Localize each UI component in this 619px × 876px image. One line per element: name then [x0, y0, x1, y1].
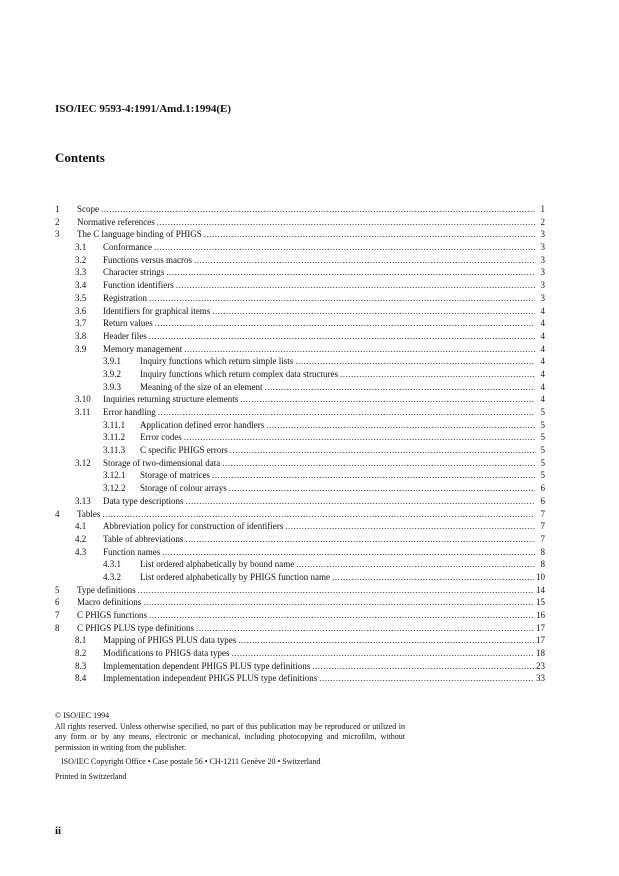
- toc-entry-number: 3.9.1: [103, 356, 121, 367]
- toc-entry-title: Identifiers for graphical items: [103, 305, 211, 316]
- copyright-symbol-line: © ISO/IEC 1994: [55, 711, 110, 720]
- toc-entry-page: 18: [536, 648, 545, 659]
- toc-entry-page: 33: [536, 673, 545, 684]
- toc-entry: [55, 584, 545, 597]
- toc-leader-dots: [240, 393, 535, 406]
- toc-entry-number: 3.6: [75, 305, 87, 316]
- toc-entry-title: Storage of colour arrays: [140, 483, 227, 494]
- toc-entry-page: 1: [540, 204, 545, 214]
- toc-entry: [55, 355, 545, 368]
- toc-entry-page: 7: [540, 521, 545, 532]
- toc-entry-number: 3.13: [75, 495, 91, 506]
- toc-entry-number: 3.12.2: [103, 483, 126, 494]
- toc-entry: [55, 292, 545, 305]
- toc-entry-page: 15: [536, 597, 545, 608]
- toc-entry-title: Memory management: [103, 343, 183, 354]
- toc-entry-title: Mapping of PHIGS PLUS data types: [103, 635, 237, 646]
- toc-entry-number: 8.2: [75, 648, 87, 659]
- toc-entry-title: The C language binding of PHIGS: [77, 229, 202, 240]
- toc-leader-dots: [319, 672, 534, 685]
- toc-entry-title: Storage of matrices: [140, 470, 210, 481]
- toc-entry-number: 3.1: [75, 242, 87, 253]
- toc-entry: [55, 228, 545, 241]
- toc-entry: [55, 558, 545, 571]
- toc-leader-dots: [230, 444, 535, 457]
- toc-leader-dots: [149, 292, 535, 305]
- toc-leader-dots: [285, 520, 535, 533]
- toc-entry-number: 3.8: [75, 330, 87, 341]
- toc-entry-number: 4.3.2: [103, 571, 121, 582]
- toc-entry: [55, 241, 545, 254]
- toc-leader-dots: [196, 622, 534, 635]
- toc-entry: [55, 660, 545, 673]
- toc-entry-title: Storage of two-dimensional data: [103, 457, 221, 468]
- page-title: Contents: [55, 150, 105, 165]
- toc-leader-dots: [149, 609, 534, 622]
- toc-leader-dots: [238, 634, 534, 647]
- toc-entry-number: 4.3: [75, 546, 87, 557]
- toc-entry: [55, 254, 545, 267]
- toc-entry-title: C PHIGS functions: [77, 610, 148, 620]
- toc-entry-page: 8: [540, 559, 545, 570]
- toc-entry-number: 4.2: [75, 533, 87, 544]
- toc-entry-title: Normative references: [77, 216, 155, 227]
- copyright-statement: All rights reserved. Unless otherwise specified, no part of this publication may be reproduced or utilized in any form or by any means, electronic or mechanical, including photocopying and microfilm, without permission in writing from the publisher.: [55, 721, 405, 752]
- toc-entry-number: 1: [55, 204, 60, 214]
- toc-entry-page: 4: [540, 330, 545, 341]
- toc-entry-title: Conformance: [103, 242, 152, 253]
- toc-entry: [55, 419, 545, 432]
- toc-entry-title: Function identifiers: [103, 280, 174, 291]
- toc-entry: [55, 431, 545, 444]
- toc-entry-title: Inquiry functions which return simple lists: [140, 356, 294, 367]
- copyright-notice: [55, 711, 405, 782]
- toc-entry: [55, 406, 545, 419]
- toc-entry-page: 16: [536, 610, 545, 620]
- toc-entry: [55, 266, 545, 279]
- toc-entry-title: Function names: [103, 546, 161, 557]
- toc-entry-number: 3.11.2: [103, 432, 126, 443]
- toc-entry-title: Character strings: [103, 267, 165, 278]
- toc-entry-number: 3.11: [75, 407, 91, 417]
- toc-entry-number: 3.12.1: [103, 470, 126, 481]
- toc-entry-title: List ordered alphabetically by PHIGS function name: [140, 571, 330, 582]
- toc-entry-number: 4: [55, 508, 60, 519]
- toc-leader-dots: [101, 203, 535, 216]
- toc-entry-title: Scope: [77, 204, 99, 214]
- toc-leader-dots: [204, 228, 535, 241]
- toc-entry-page: 3: [540, 229, 545, 240]
- toc-entry-page: 23: [536, 660, 545, 671]
- toc-entry-title: Table of abbreviations: [103, 533, 184, 544]
- toc-leader-dots: [162, 546, 535, 559]
- toc-entry: [55, 343, 545, 356]
- toc-entry-page: 4: [540, 343, 545, 354]
- toc-entry: [55, 533, 545, 546]
- toc-entry: [55, 596, 545, 609]
- toc-entry-page: 4: [540, 381, 545, 392]
- toc-entry-title: Error codes: [140, 432, 182, 443]
- toc-entry-number: 3.7: [75, 318, 87, 329]
- toc-entry-number: 4.3.1: [103, 559, 121, 570]
- toc-entry-page: 5: [540, 445, 545, 456]
- toc-entry-page: 14: [536, 584, 545, 595]
- toc-entry-number: 3.4: [75, 280, 87, 291]
- toc-entry-number: 3.5: [75, 292, 87, 303]
- toc-entry-page: 5: [540, 407, 545, 417]
- toc-entry: [55, 609, 545, 622]
- toc-entry: [55, 622, 545, 635]
- toc-entry: [55, 444, 545, 457]
- toc-entry-number: 5: [55, 584, 60, 595]
- toc-entry: [55, 672, 545, 685]
- toc-entry-page: 17: [536, 635, 545, 646]
- toc-entry-number: 3.2: [75, 254, 87, 265]
- toc-entry: [55, 634, 545, 647]
- toc-entry: [55, 508, 545, 521]
- toc-entry-number: 3.9: [75, 343, 87, 354]
- toc-entry-number: 3: [55, 229, 60, 240]
- toc-entry-title: Data type descriptions: [103, 495, 184, 506]
- toc-entry-page: 10: [536, 571, 545, 582]
- toc-entry: [55, 457, 545, 470]
- toc-entry-page: 7: [540, 508, 545, 519]
- toc-entry-page: 2: [540, 216, 545, 227]
- toc-entry-page: 3: [540, 242, 545, 253]
- toc-entry-page: 7: [540, 533, 545, 544]
- toc-leader-dots: [340, 368, 535, 381]
- toc-leader-dots: [222, 457, 535, 470]
- toc-entry-title: C PHIGS PLUS type definitions: [77, 622, 195, 633]
- toc-entry-number: 3.10: [75, 394, 91, 405]
- toc-leader-dots: [312, 660, 534, 673]
- toc-entry: [55, 317, 545, 330]
- toc-entry: [55, 571, 545, 584]
- toc-entry-number: 3.11.3: [103, 445, 126, 456]
- toc-entry-page: 3: [540, 254, 545, 265]
- toc-leader-dots: [185, 495, 535, 508]
- toc-entry-title: Macro definitions: [77, 597, 142, 608]
- toc-leader-dots: [143, 596, 534, 609]
- toc-entry-title: Header files: [103, 330, 147, 341]
- toc-entry-title: Application defined error handlers: [140, 419, 265, 430]
- toc-leader-dots: [166, 266, 535, 279]
- toc-leader-dots: [155, 317, 535, 330]
- toc-entry-title: Inquiry functions which return complex data structures: [140, 368, 338, 379]
- toc-leader-dots: [194, 254, 535, 267]
- toc-entry-page: 3: [540, 267, 545, 278]
- toc-leader-dots: [212, 305, 535, 318]
- toc-entry: [55, 203, 545, 216]
- toc-entry-title: Implementation independent PHIGS PLUS type definitions: [103, 673, 318, 684]
- toc-leader-dots: [232, 647, 535, 660]
- toc-entry-number: 2: [55, 216, 60, 227]
- toc-entry-number: 8: [55, 622, 60, 633]
- toc-entry-number: 3.3: [75, 267, 87, 278]
- document-header: ISO/IEC 9593-4:1991/Amd.1:1994(E): [55, 103, 232, 115]
- toc-leader-dots: [295, 355, 535, 368]
- toc-entry: [55, 647, 545, 660]
- toc-entry-number: 3.9.2: [103, 368, 121, 379]
- toc-entry-number: 3.11.1: [103, 419, 126, 430]
- toc-entry-title: List ordered alphabetically by bound name: [140, 559, 295, 570]
- toc-entry: [55, 381, 545, 394]
- toc-entry-page: 5: [540, 419, 545, 430]
- toc-entry-number: 3.12: [75, 457, 91, 468]
- toc-leader-dots: [229, 482, 535, 495]
- toc-entry-page: 5: [540, 470, 545, 481]
- toc-entry-title: Inquiries returning structure elements: [103, 394, 239, 405]
- toc-entry-page: 5: [540, 457, 545, 468]
- toc-entry-title: Type definitions: [77, 584, 136, 595]
- toc-entry-title: Abbreviation policy for construction of identifiers: [103, 521, 284, 532]
- toc-entry-number: 6: [55, 597, 60, 608]
- copyright-office-address: ISO/IEC Copyright Office • Case postale 56 • CH-1211 Genève 20 • Switzerland: [61, 757, 321, 766]
- toc-leader-dots: [157, 216, 535, 229]
- toc-entry: [55, 279, 545, 292]
- toc-leader-dots: [176, 279, 535, 292]
- table-of-contents: [55, 203, 545, 685]
- toc-entry-title: Modifications to PHIGS data types: [103, 648, 230, 659]
- page-number: ii: [55, 825, 62, 837]
- toc-entry-number: 4.1: [75, 521, 87, 532]
- toc-entry-title: Registration: [103, 292, 147, 303]
- toc-entry: [55, 330, 545, 343]
- toc-leader-dots: [138, 584, 534, 597]
- toc-entry-page: 3: [540, 292, 545, 303]
- toc-entry-page: 8: [540, 546, 545, 557]
- toc-leader-dots: [184, 343, 535, 356]
- toc-entry: [55, 482, 545, 495]
- toc-leader-dots: [296, 558, 535, 571]
- toc-entry-title: Error handling: [103, 407, 156, 417]
- toc-entry-page: 4: [540, 368, 545, 379]
- toc-entry-page: 3: [540, 280, 545, 291]
- toc-leader-dots: [212, 469, 535, 482]
- toc-entry-number: 8.1: [75, 635, 87, 646]
- toc-entry: [55, 495, 545, 508]
- toc-entry-title: Implementation dependent PHIGS PLUS type definitions: [103, 660, 311, 671]
- toc-entry-page: 17: [536, 622, 545, 633]
- toc-entry-title: Meaning of the size of an element: [140, 381, 263, 392]
- toc-leader-dots: [102, 508, 535, 521]
- toc-entry-title: Return values: [103, 318, 153, 329]
- toc-entry-page: 6: [540, 483, 545, 494]
- printed-in: Printed in Switzerland: [55, 771, 127, 781]
- toc-entry: [55, 469, 545, 482]
- toc-entry-title: C specific PHIGS errors: [140, 445, 228, 456]
- toc-leader-dots: [154, 241, 535, 254]
- toc-leader-dots: [184, 431, 535, 444]
- toc-entry-page: 5: [540, 432, 545, 443]
- toc-entry-number: 7: [55, 610, 60, 620]
- toc-entry-page: 4: [540, 305, 545, 316]
- toc-leader-dots: [185, 533, 535, 546]
- toc-entry: [55, 305, 545, 318]
- toc-leader-dots: [264, 381, 535, 394]
- toc-leader-dots: [332, 571, 534, 584]
- toc-leader-dots: [158, 406, 535, 419]
- toc-entry-page: 4: [540, 394, 545, 405]
- toc-entry-page: 6: [540, 495, 545, 506]
- toc-entry-page: 4: [540, 356, 545, 367]
- toc-entry: [55, 520, 545, 533]
- toc-entry-title: Functions versus macros: [103, 254, 192, 265]
- toc-leader-dots: [266, 419, 535, 432]
- toc-entry-number: 3.9.3: [103, 381, 121, 392]
- toc-entry-page: 4: [540, 318, 545, 329]
- toc-leader-dots: [149, 330, 535, 343]
- toc-entry: [55, 216, 545, 229]
- toc-entry-title: Tables: [77, 508, 101, 519]
- toc-entry: [55, 368, 545, 381]
- toc-entry-number: 8.3: [75, 660, 87, 671]
- toc-entry-number: 8.4: [75, 673, 87, 684]
- toc-entry: [55, 546, 545, 559]
- toc-entry: [55, 393, 545, 406]
